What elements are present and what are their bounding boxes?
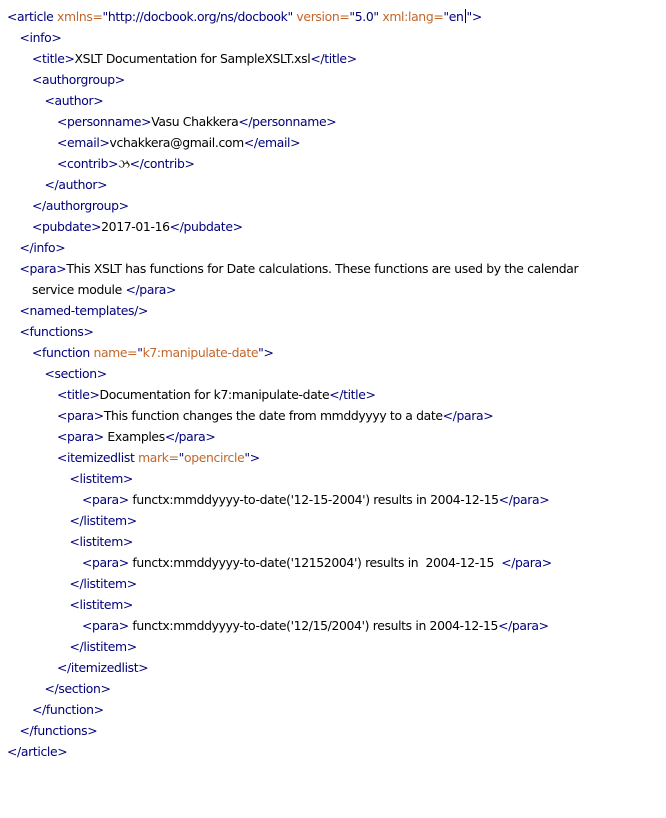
xml-tag: </para>: [164, 429, 216, 444]
code-line[interactable]: [7, 6, 662, 27]
xml-text: This XSLT has functions for Date calculations. These functions are used by the calendar: [66, 261, 579, 276]
xml-tag: <para>: [57, 429, 104, 444]
xml-tag: </function>: [32, 702, 104, 717]
code-line[interactable]: [7, 741, 662, 762]
xml-attribute-value: ": [137, 345, 143, 360]
code-line[interactable]: [7, 69, 662, 90]
xml-attribute: opencircle: [184, 450, 245, 465]
code-line[interactable]: [7, 153, 662, 174]
xml-tag: <function: [32, 345, 94, 360]
code-line[interactable]: [7, 48, 662, 69]
code-line[interactable]: [7, 489, 662, 510]
xml-tag: <named-templates/>: [19, 303, 149, 318]
code-line[interactable]: [7, 342, 662, 363]
code-line[interactable]: [7, 195, 662, 216]
xml-text: ઝ: [118, 156, 130, 171]
xml-tag: </para>: [498, 492, 550, 507]
xml-tag: <email>: [57, 135, 110, 150]
xml-attribute-value: "5.0": [349, 9, 379, 24]
code-line[interactable]: [7, 468, 662, 489]
code-line[interactable]: [7, 552, 662, 573]
xml-tag: <itemizedlist: [57, 450, 139, 465]
code-line[interactable]: [7, 636, 662, 657]
code-line[interactable]: [7, 615, 662, 636]
code-line[interactable]: [7, 132, 662, 153]
xml-tag: <para>: [19, 261, 67, 276]
code-line[interactable]: [7, 447, 662, 468]
xml-tag: >: [471, 9, 482, 24]
xml-tag: <listitem>: [69, 471, 133, 486]
code-line[interactable]: [7, 27, 662, 48]
code-line[interactable]: [7, 699, 662, 720]
code-line[interactable]: [7, 594, 662, 615]
xml-text: XSLT Documentation for SampleXSLT.xsl: [74, 51, 311, 66]
xml-tag: <title>: [57, 387, 100, 402]
code-line[interactable]: [7, 174, 662, 195]
xml-attribute-value: "http://docbook.org/ns/docbook": [102, 9, 293, 24]
xml-text: service module: [32, 282, 126, 297]
xml-attribute: xmlns=: [57, 9, 103, 24]
code-line[interactable]: [7, 678, 662, 699]
code-line[interactable]: [7, 510, 662, 531]
code-line[interactable]: [7, 90, 662, 111]
xml-editor-view[interactable]: [7, 6, 662, 762]
xml-tag: </personname>: [238, 114, 337, 129]
code-line[interactable]: [7, 321, 662, 342]
xml-tag: </itemizedlist>: [57, 660, 149, 675]
xml-tag: <functions>: [19, 324, 94, 339]
xml-text: This function changes the date from mmddyyyy to a date: [103, 408, 443, 423]
xml-tag: </para>: [501, 555, 552, 570]
xml-tag: <section>: [44, 366, 107, 381]
code-line[interactable]: [7, 237, 662, 258]
xml-tag: </section>: [44, 681, 111, 696]
xml-attribute-value: ": [178, 450, 184, 465]
xml-text: vchakkera@gmail.com: [109, 135, 244, 150]
code-line[interactable]: [7, 279, 662, 300]
xml-attribute: k7:manipulate-date: [142, 345, 259, 360]
xml-attribute-value: ": [466, 9, 472, 24]
xml-text: Examples: [103, 429, 165, 444]
code-line[interactable]: [7, 258, 662, 279]
xml-attribute: mark=: [138, 450, 179, 465]
xml-tag: </title>: [310, 51, 357, 66]
xml-tag: </listitem>: [69, 513, 137, 528]
xml-attribute: version=: [292, 9, 350, 24]
code-line[interactable]: [7, 573, 662, 594]
xml-tag: <personname>: [57, 114, 152, 129]
xml-tag: </pubdate>: [169, 219, 243, 234]
xml-tag: </listitem>: [69, 639, 137, 654]
xml-tag: </para>: [442, 408, 494, 423]
xml-tag: </para>: [125, 282, 177, 297]
xml-text: functx:mmddyyyy-to-date('12-15-2004') results in 2004-12-15: [128, 492, 499, 507]
code-line[interactable]: [7, 216, 662, 237]
xml-tag: <para>: [82, 555, 129, 570]
code-line[interactable]: [7, 426, 662, 447]
xml-text: functx:mmddyyyy-to-date('12152004') results in 2004-12-15: [128, 555, 502, 570]
xml-tag: <para>: [82, 618, 129, 633]
xml-tag: </authorgroup>: [32, 198, 129, 213]
code-line[interactable]: [7, 363, 662, 384]
xml-tag: <info>: [19, 30, 62, 45]
xml-text: functx:mmddyyyy-to-date('12/15/2004') results in 2004-12-15: [128, 618, 499, 633]
xml-tag: </functions>: [19, 723, 98, 738]
xml-attribute-value: "en: [443, 9, 464, 24]
xml-tag: </info>: [19, 240, 66, 255]
xml-text: Vasu Chakkera: [151, 114, 239, 129]
code-line[interactable]: [7, 384, 662, 405]
code-line[interactable]: [7, 720, 662, 741]
code-line[interactable]: [7, 300, 662, 321]
xml-attribute: xml:lang=: [378, 9, 444, 24]
xml-tag: <para>: [57, 408, 104, 423]
xml-tag: </article>: [7, 744, 68, 759]
xml-tag: </author>: [44, 177, 108, 192]
xml-text: Documentation for k7:manipulate-date: [99, 387, 330, 402]
xml-tag: <listitem>: [69, 597, 133, 612]
xml-tag: <contrib>: [57, 156, 119, 171]
xml-tag: </email>: [243, 135, 301, 150]
xml-attribute: name=: [93, 345, 138, 360]
code-line[interactable]: [7, 111, 662, 132]
xml-text: 2017-01-16: [101, 219, 170, 234]
xml-tag: <title>: [32, 51, 75, 66]
code-line[interactable]: [7, 657, 662, 678]
xml-tag: >: [263, 345, 274, 360]
xml-attribute-value: ": [244, 450, 250, 465]
xml-tag: <para>: [82, 492, 129, 507]
xml-tag: <authorgroup>: [32, 72, 125, 87]
xml-tag: >: [249, 450, 260, 465]
xml-tag: </contrib>: [129, 156, 195, 171]
xml-tag: <author>: [44, 93, 104, 108]
xml-tag: <listitem>: [69, 534, 133, 549]
xml-tag: <article: [7, 9, 58, 24]
text-cursor: [465, 9, 466, 23]
code-line[interactable]: [7, 405, 662, 426]
xml-tag: </listitem>: [69, 576, 137, 591]
xml-tag: </para>: [498, 618, 549, 633]
xml-attribute-value: ": [258, 345, 264, 360]
xml-tag: <pubdate>: [32, 219, 102, 234]
code-line[interactable]: [7, 531, 662, 552]
xml-tag: </title>: [329, 387, 376, 402]
